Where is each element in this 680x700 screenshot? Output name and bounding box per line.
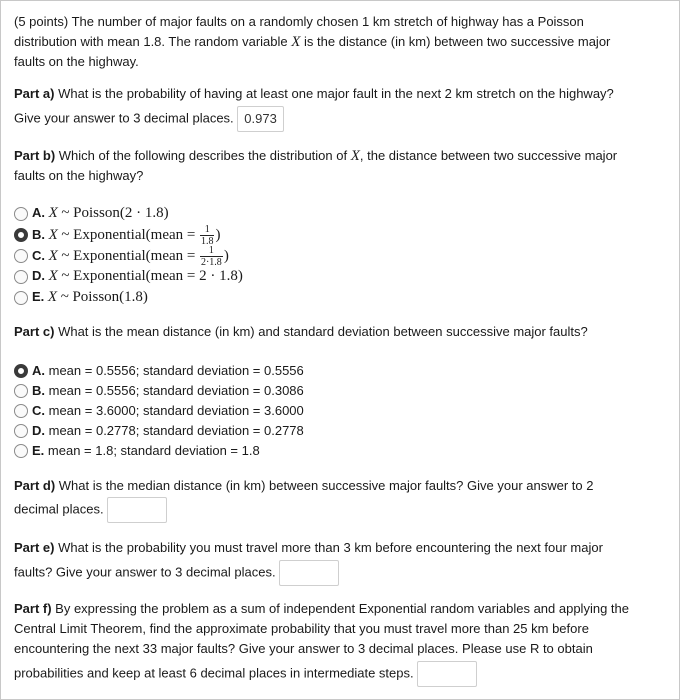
part-c-option-a[interactable]: A. mean = 0.5556; standard deviation = 0.5556	[32, 363, 304, 378]
part-c-radio-a[interactable]	[14, 364, 28, 378]
part-f-line-3: encountering the next 33 major faults? Give your answer to 3 decimal places. Please use R to obtain	[14, 641, 593, 656]
part-b-option-c[interactable]: C. X ~ Exponential(mean = $\frac{1}{2\cdot 1.8}$ )	[32, 245, 229, 268]
part-d-answer-box[interactable]	[107, 497, 167, 523]
part-c-option-b[interactable]: B. mean = 0.5556; standard deviation = 0.3086	[32, 383, 304, 398]
part-c-option-d[interactable]: D. mean = 0.2778; standard deviation = 0.2778	[32, 423, 304, 438]
part-c-option-e[interactable]: E. mean = 1.8; standard deviation = 1.8	[32, 443, 260, 458]
part-b-option-d[interactable]: D. X ~ Exponential(mean = 2 · 1.8)	[32, 268, 243, 284]
part-e-answer-box[interactable]	[279, 560, 339, 586]
part-b-radio-b[interactable]	[14, 228, 28, 242]
part-c-line-1: Part c) What is the mean distance (in km) and standard deviation between successive major faults?	[14, 324, 588, 339]
intro-line-1: (5 points) The number of major faults on a randomly chosen 1 km stretch of highway has a Poisson	[14, 14, 584, 29]
part-f-line-4: probabilities and keep at least 6 decimal places in intermediate steps.	[14, 661, 477, 687]
fraction-c: $\frac{1}{2\cdot 1.8}$	[200, 245, 222, 268]
intro-line-2: distribution with mean 1.8. The random variable X is the distance (in km) between two successive major	[14, 34, 611, 50]
part-e-line-2: faults? Give your answer to 3 decimal places.	[14, 560, 339, 586]
part-b-radio-d[interactable]	[14, 270, 28, 284]
part-e-line-1: Part e) What is the probability you must travel more than 3 km before encountering the next four major	[14, 540, 603, 555]
part-b-radio-c[interactable]	[14, 249, 28, 263]
part-c-radio-c[interactable]	[14, 404, 28, 418]
part-b-option-b[interactable]: B. X ~ Exponential(mean = $\frac{1}{1.8}$ )	[32, 224, 221, 247]
part-b-radio-a[interactable]	[14, 207, 28, 221]
intro-line-3: faults on the highway.	[14, 54, 139, 69]
part-d-line-2: decimal places.	[14, 497, 167, 523]
part-b-option-a[interactable]: A. X ~ Poisson(2 · 1.8)	[32, 205, 169, 221]
part-a-answer-box[interactable]: 0.973	[237, 106, 284, 132]
part-f-line-1: Part f) By expressing the problem as a sum of independent Exponential random variables and applying the	[14, 601, 629, 616]
part-a-line-1: Part a) What is the probability of having at least one major fault in the next 2 km stretch on the highway?	[14, 86, 614, 101]
part-c-option-c[interactable]: C. mean = 3.6000; standard deviation = 3.6000	[32, 403, 304, 418]
part-c-radio-b[interactable]	[14, 384, 28, 398]
part-c-radio-e[interactable]	[14, 444, 28, 458]
part-a-line-2: Give your answer to 3 decimal places. 0.973	[14, 106, 284, 132]
part-b-option-e[interactable]: E. X ~ Poisson(1.8)	[32, 289, 148, 305]
part-b-line-2: faults on the highway?	[14, 168, 144, 183]
fraction-b: $\frac{1}{1.8}$	[200, 224, 214, 247]
part-f-answer-box[interactable]	[417, 661, 477, 687]
part-c-radio-d[interactable]	[14, 424, 28, 438]
part-d-line-1: Part d) What is the median distance (in km) between successive major faults? Give your answer to 2	[14, 478, 594, 493]
part-f-line-2: Central Limit Theorem, find the approximate probability that you must travel more than 25 km before	[14, 621, 589, 636]
part-b-line-1: Part b) Which of the following describes the distribution of X, the distance between two successive major	[14, 148, 618, 164]
part-b-radio-e[interactable]	[14, 291, 28, 305]
